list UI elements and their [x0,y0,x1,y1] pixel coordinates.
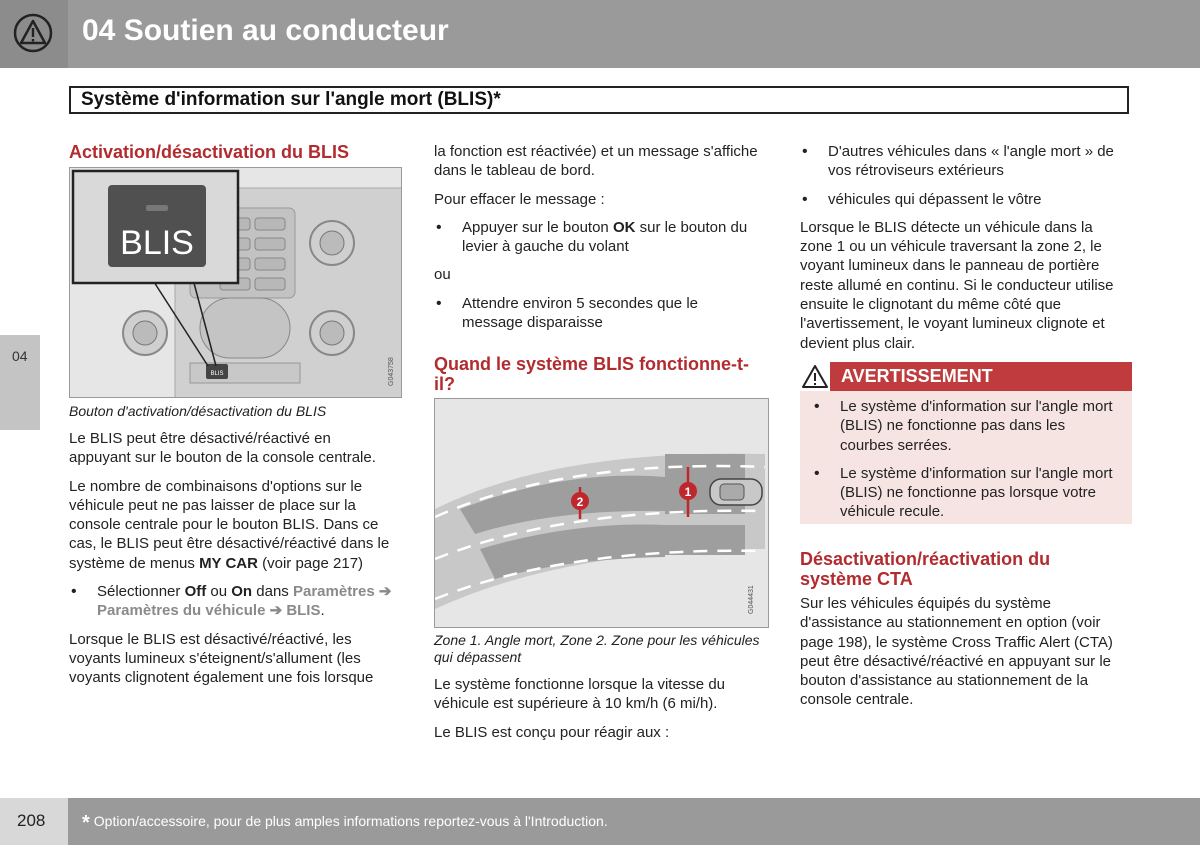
list-item: • Attendre environ 5 secondes que le message disparaisse [434,294,762,333]
zone-1-marker: 1 [684,485,692,499]
list-item: • Appuyer sur le bouton OK sur le bouton du levier à gauche du volant [434,218,757,257]
paragraph: Le nombre de combinaisons d'options sur le véhicule peut ne pas laisser de place sur la console centrale pour le bouton BLIS. Dans ce cas, le BLIS peut être désactivé/réactivé dans le système de menus MY CAR (voir page 217) [69,477,390,572]
list-item: • D'autres véhicules dans « l'angle mort » de vos rétroviseurs extérieurs [800,142,1118,181]
zone-2-marker: 2 [576,495,584,509]
figure-code: G044431 [748,585,755,614]
paragraph: Sur les véhicules équipés du système d'assistance au stationnement en option (voir page 198), le système Cross Traffic Alert (CTA) peut être désactivé/réactivé en appuyant sur le bouton d'assistance au stationnement de la console centrale. [800,595,1113,709]
warning-title: AVERTISSEMENT [841,366,993,386]
chapter-title: 04 Soutien au conducteur [82,14,449,47]
warning-content [812,397,1122,531]
figure-blis-zones [434,398,769,628]
paragraph: Pour effacer le message : [434,190,605,208]
blis-button-label: BLIS [120,224,194,262]
warning-triangle-icon [800,362,830,391]
heading-when-blis-works: Quand le système BLIS fonctionne-t-il? [434,354,750,395]
blis-small-label: BLIS [210,371,224,377]
paragraph: Lorsque le BLIS détecte un véhicule dans la zone 1 ou un véhicule traversant la zone 2, le voyant lumineux dans le panneau de portière reste allumé en continu. Si le conducteur utilise ensuite le clignotant du même côté que l'avertissement, le voyant lumineux clignote et devient plus clair. [800,218,1114,352]
warning-icon-box [800,362,830,391]
footnote: * Option/accessoire, pour de plus amples informations reportez-vous à l'Introduction. [82,812,608,834]
figure-caption: Zone 1. Angle mort, Zone 2. Zone pour les véhicules qui dépassent [434,632,760,665]
menu-path-link[interactable]: ➔ Paramètres du véhicule ➔ BLIS [97,583,392,620]
column-2-text [434,632,764,751]
figure-blis-button [69,167,402,398]
list-item: • véhicules qui dépassent le vôtre [800,190,1132,209]
paragraph: Lorsque le BLIS est désactivé/réactivé, les voyants lumineux s'éteignent/s'allument (les voyants clignotent également une fois lorsque [69,630,374,687]
figure-caption: Bouton d'activation/désactivation du BLIS [69,403,327,419]
warning-item: • Le système d'information sur l'angle mort (BLIS) ne fonctionne pas lorsque votre véhicule recule. [812,464,1122,522]
chapter-side-tab-label: 04 [12,348,28,364]
warning-triangle-icon [13,13,53,53]
paragraph: Le BLIS est conçu pour réagir aux : [434,723,670,741]
column-3 [800,142,1132,362]
column-1-text [69,403,404,697]
list-item: • Sélectionner Off ou On dans Paramètres ➔ Paramètres du véhicule ➔ BLIS. [69,582,404,621]
figure-code: G043758 [388,357,395,386]
footnote-marker: * [82,812,90,834]
column-1 [69,142,404,162]
column-3-bottom [800,549,1130,719]
section-title: Système d'information sur l'angle mort (BLIS)* [81,89,501,110]
paragraph: ou [434,266,451,284]
paragraph: Le BLIS peut être désactivé/réactivé en appuyant sur le bouton de la console centrale. [69,430,376,467]
paragraph: la fonction est réactivée) et un message s'affiche dans le tableau de bord. [434,143,758,180]
paragraph: Le système fonctionne lorsque la vitesse du véhicule est supérieure à 10 km/h (6 mi/h). [434,676,725,713]
header-icon-box [0,0,68,68]
heading-activation: Activation/désactivation du BLIS [69,142,350,162]
column-2 [434,142,769,394]
road-zones-illustration [435,399,768,627]
page-number: 208 [17,811,46,830]
warning-item: • Le système d'information sur l'angle mort (BLIS) ne fonctionne pas dans les courbes serrées. [812,397,1122,455]
center-console-illustration [70,168,401,397]
heading-cta: Désactivation/réactivation du système CTA [800,549,1051,589]
